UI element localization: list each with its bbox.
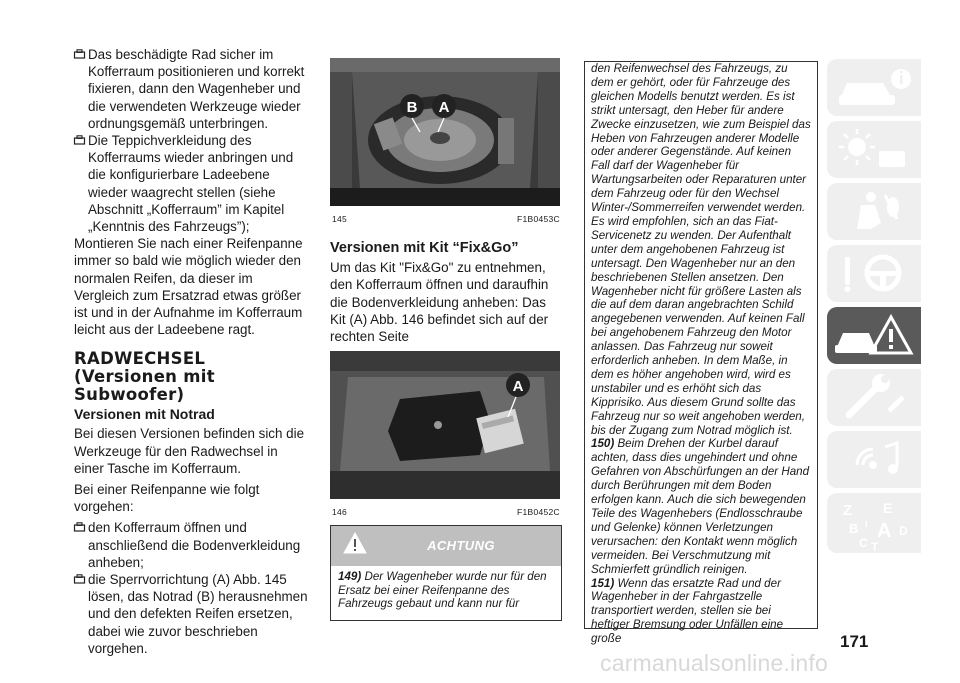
breakdown-warning-icon [827,307,921,364]
car-bullet-icon [74,135,85,145]
callout-b: B [406,99,418,116]
warning-label: ACHTUNG [427,538,495,553]
chapter-tabs [827,59,921,558]
car-bullet-icon [74,49,85,59]
tab-safety[interactable] [827,183,921,240]
svg-text:C: C [859,536,868,550]
bullet-item: Das beschädigte Rad sicher im Kofferraum positionieren und korrekt fixieren, dann den Wagenheber und die verwendeten Werkzeuge wieder ordnungsgemäß unterbringen. [74,46,310,132]
paragraph: Bei diesen Versionen befinden sich die Werkzeuge für den Radwechsel in einer Tasche im Kofferraum. [74,426,305,476]
warning-header [331,526,561,566]
airbag-seat-icon [827,183,921,240]
tab-index[interactable] [827,493,921,553]
figure-145-spare-wheel [330,58,560,206]
trunk-kit-illustration [330,351,560,499]
tab-multimedia[interactable] [827,431,921,488]
left-column [74,46,310,657]
car-bullet-icon [74,522,85,532]
car-info-icon [827,59,921,116]
service-wrench-icon [827,369,921,426]
paragraph: den Reifenwechsel des Fahrzeugs, zu dem er gehört, oder für Fahrzeuge des gleichen Modells benutzt werden. Es ist strikt untersagt, den Heber für andere Zwecke einzusetzen, wie zum Beispiel das Heben von Fahrzeugen anderer Modelle oder anderer Gegenstände. Auf keinen Fall darf der Wagenheber für Wartungsarbeiten oder Reparaturen unter dem Fahrzeug oder für den Wechsel Winter-/Sommerreifen verwendet werden. Es wird empfohlen, sich an das Fiat-Servicenetz zu wenden. Der Aufenthalt unter dem angehobenen Fahrzeug ist untersagt. Den Wagenheber nur an den beschriebenen Stellen ansetzen. Den Wagenheber nicht für größere Lasten als die auf dem daran angebrachten Schild angegebenen verwenden. Auf keinen Fall bei angehobenem Fahrzeug den Motor anlassen. Das Fahrzeug nur soweit erforderlich anheben. In dem Maße, in dem es höher angehoben wird, wird es unstabiler und es erhöht sich das Kipprisiko. Aus diesem Grund sollte das Fahrzeug nur so weit angehoben werden, bis der Zugang zum Notrad möglich ist. [591,62,811,437]
bullet-item: Die Teppichverkleidung des Kofferraums wieder anbringen und die konfigurierbare Ladeebene wieder waagrecht stellen (siehe Abschnitt „Kofferraum” im Kapitel „Kenntnis des Fahrzeugs”); [74,132,310,235]
svg-text:I: I [865,519,868,529]
paragraph: 151) Wenn das ersatzte Rad und der Wagenheber in der Fahrgastzelle transportiert werden, stellen sie bei heftiger Bremsung oder Unfällen eine große [591,576,784,646]
paragraph: Bei einer Reifenpanne wie folgt vorgehen: [74,482,260,515]
svg-text:T: T [871,540,879,554]
section-heading: RADWECHSEL (Versionen mit Subwoofer) [74,349,215,405]
index-letters-icon [827,493,921,553]
svg-text:A: A [877,520,892,542]
steering-wheel-icon [827,245,921,302]
bullet-item: die Sperrvorrichtung (A) Abb. 145 lösen, das Notrad (B) herausnehmen und den defekten Reifen ersetzen, dabei wie zuvor beschrieben vorgehen. [74,571,310,657]
svg-text:D: D [899,524,908,538]
svg-text:Z: Z [843,502,853,519]
page-number: 171 [840,632,869,651]
warning-text: 149) Der Wagenheber wurde nur für den Ersatz bei einer Reifenpanne des Fahrzeugs gebaut und kann nur für [338,570,547,611]
tab-car-info[interactable] [827,59,921,116]
car-bullet-icon [74,574,85,584]
callout-a: A [512,378,524,396]
middle-column [330,58,560,533]
figure-caption: 146 F1B0452C [332,507,560,518]
figure-caption: 145 F1B0453C [332,214,560,224]
watermark: carmanualsonline.info [600,650,828,676]
tab-dashboard-lights[interactable] [827,121,921,178]
kit-heading: Versionen mit Kit “Fix&Go” [330,240,519,257]
multimedia-icon [827,431,921,488]
callout-a: A [438,99,450,116]
tab-driving[interactable] [827,245,921,302]
bullet-item: den Kofferraum öffnen und anschließend die Bodenverkleidung anheben; [74,519,310,571]
tab-emergency[interactable] [827,307,921,364]
tab-service[interactable] [827,369,921,426]
paragraph: Um das Kit "Fix&Go" zu entnehmen, den Kofferraum öffnen und daraufhin die Bodenverkleidung anheben: Das Kit (A) Abb. 146 befindet sich auf der rechten Seite [330,260,549,345]
warning-box [330,525,562,621]
svg-text:E: E [883,500,893,516]
paragraph: 150) Beim Drehen der Kurbel darauf achten, dass dies ungehindert und ohne Gefahren von Abschürfungen an der Hand durch Berührungen mit dem Boden erfolgen kann. Auch die sich bewegenden Teile des Wagenhebers (Endlosschraube und Gelenke) können Verletzungen verursachen: den Kontakt wenn möglich vermeiden. Bei Verschmutzung mit Schmierfett gründlich reinigen. [591,437,810,576]
right-warning-column [584,61,818,646]
svg-text:B: B [849,521,859,536]
sub-heading: Versionen mit Notrad [74,406,215,423]
paragraph: Montieren Sie nach einer Reifenpanne immer so bald wie möglich wieder den normalen Reifen, da dieser im Vergleich zum Ersatzrad etwas größer ist und in der Aufnahme im Kofferraum leicht aus der Ladeebene ragt. [74,236,303,338]
figure-146-fix-go-kit [330,351,560,499]
trunk-spare-wheel-illustration [330,58,560,206]
dashboard-lights-icon [827,121,921,178]
